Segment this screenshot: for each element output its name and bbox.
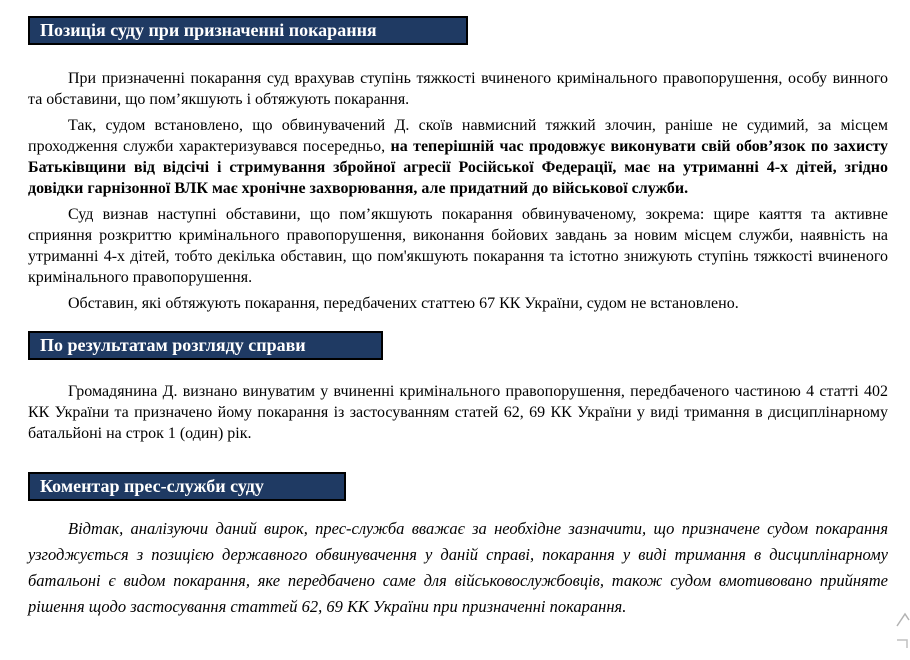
section-heading: Позиція суду при призначенні покарання <box>40 20 377 40</box>
text-run-bold: на теперішній час продовжує виконувати свій обов’язок по захисту Батьківщини від відсічі і стримування збройної агресії Російської Федерації, має на утриманні 4-х дітей, згідно довідки гарнізонної ВЛК має хронічне захворювання, але придатний до військової служби. <box>28 138 888 197</box>
text-run: Громадянина Д. визнано винуватим у вчиненні кримінального правопорушення, передбаченого частиною 4 статті 402 КК України та призначено йому покарання із застосуванням статей 62, 69 КК України у виді тримання в дисциплінарному батальйоні на строк 1 (один) рік. <box>28 383 888 442</box>
section-heading-bar <box>28 472 346 501</box>
paragraph <box>28 204 888 288</box>
text-run: Так, судом встановлено, що обвинувачений Д. скоїв навмисний тяжкий злочин, раніше не судимий, за місцем проходження служби характеризувався посередньо, <box>28 117 888 155</box>
paragraph <box>28 68 888 110</box>
paragraph-comment <box>28 516 888 620</box>
section-press-comment <box>28 472 888 620</box>
paragraph <box>28 293 888 314</box>
text-run: Суд визнав наступні обставини, що пом’якшують покарання обвинуваченому, зокрема: щире каяття та активне сприяння розкриттю кримінального правопорушення, виконання бойових завдань за новим місцем служби, наявність на утриманні 4-х дітей, тобто декілька обставин, що пом'якшують покарання та істотно знижують ступінь тяжкості вчиненого кримінального правопорушення. <box>28 206 888 286</box>
section-heading-bar <box>28 331 383 360</box>
section-heading: Коментар прес-служби суду <box>40 476 264 496</box>
section-case-result <box>28 331 888 444</box>
paragraph <box>28 115 888 199</box>
text-run: При призначенні покарання суд врахував ступінь тяжкості вчиненого кримінального правопорушення, особу винного та обставини, що пом’якшують і обтяжують покарання. <box>28 70 888 108</box>
section-heading-bar <box>28 16 468 45</box>
section-heading: По результатам розгляду справи <box>40 335 306 355</box>
text-run: Обставин, які обтяжують покарання, передбачених статтею 67 КК України, судом не встановлено. <box>68 295 739 312</box>
text-run: Відтак, аналізуючи даний вирок, прес-служба вважає за необхідне зазначити, що призначене судом покарання узгоджується з позицією державного обвинувачення у даній справі, покарання у виді тримання в дисциплінарному батальоні є видом покарання, яке передбачено саме для військовослужбовців, також судом вмотивовано прийняте рішення щодо застосування статтей 62, 69 КК України при призначенні покарання. <box>28 519 888 616</box>
paragraph <box>28 381 888 444</box>
section-court-position <box>28 16 888 314</box>
